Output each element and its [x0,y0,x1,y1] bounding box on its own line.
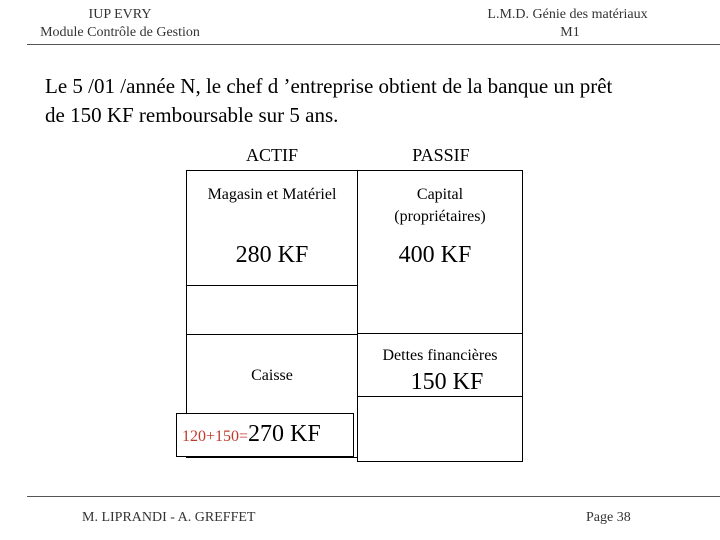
footer-divider [27,496,720,497]
passif-heading: PASSIF [412,145,470,165]
intro-line-2: de 150 KF remboursable sur 5 ans. [45,103,339,127]
header-module: Module Contrôle de Gestion [40,25,200,40]
page-number: Page 38 [586,510,631,525]
capital-value: 400 KF [398,242,472,268]
header-institution: IUP EVRY [88,7,152,22]
header-program: L.M.D. Génie des matériaux [487,7,648,22]
capital-label-1: Capital [416,186,464,203]
footer-authors: M. LIPRANDI - A. GREFFET [82,510,256,525]
caisse-value: 270 KF [248,421,321,447]
capital-label-2: (propriétaires) [394,208,486,225]
actif-heading: ACTIF [245,145,298,165]
passif-divider-2 [357,396,523,397]
actif-empty-row [186,285,358,335]
dettes-label: Dettes financières [382,347,498,364]
caisse-label: Caisse [251,367,293,384]
caisse-prefix: 120+150= [182,428,249,445]
dettes-value: 150 KF [410,369,484,395]
magasin-label: Magasin et Matériel [207,186,337,203]
caisse-total [182,421,352,448]
magasin-value: 280 KF [235,242,309,268]
header-level: M1 [560,25,580,40]
header-divider [27,44,720,45]
intro-line-1: Le 5 /01 /année N, le chef d ’entreprise obtient de la banque un prêt [45,74,613,98]
passif-divider-1 [357,333,523,334]
